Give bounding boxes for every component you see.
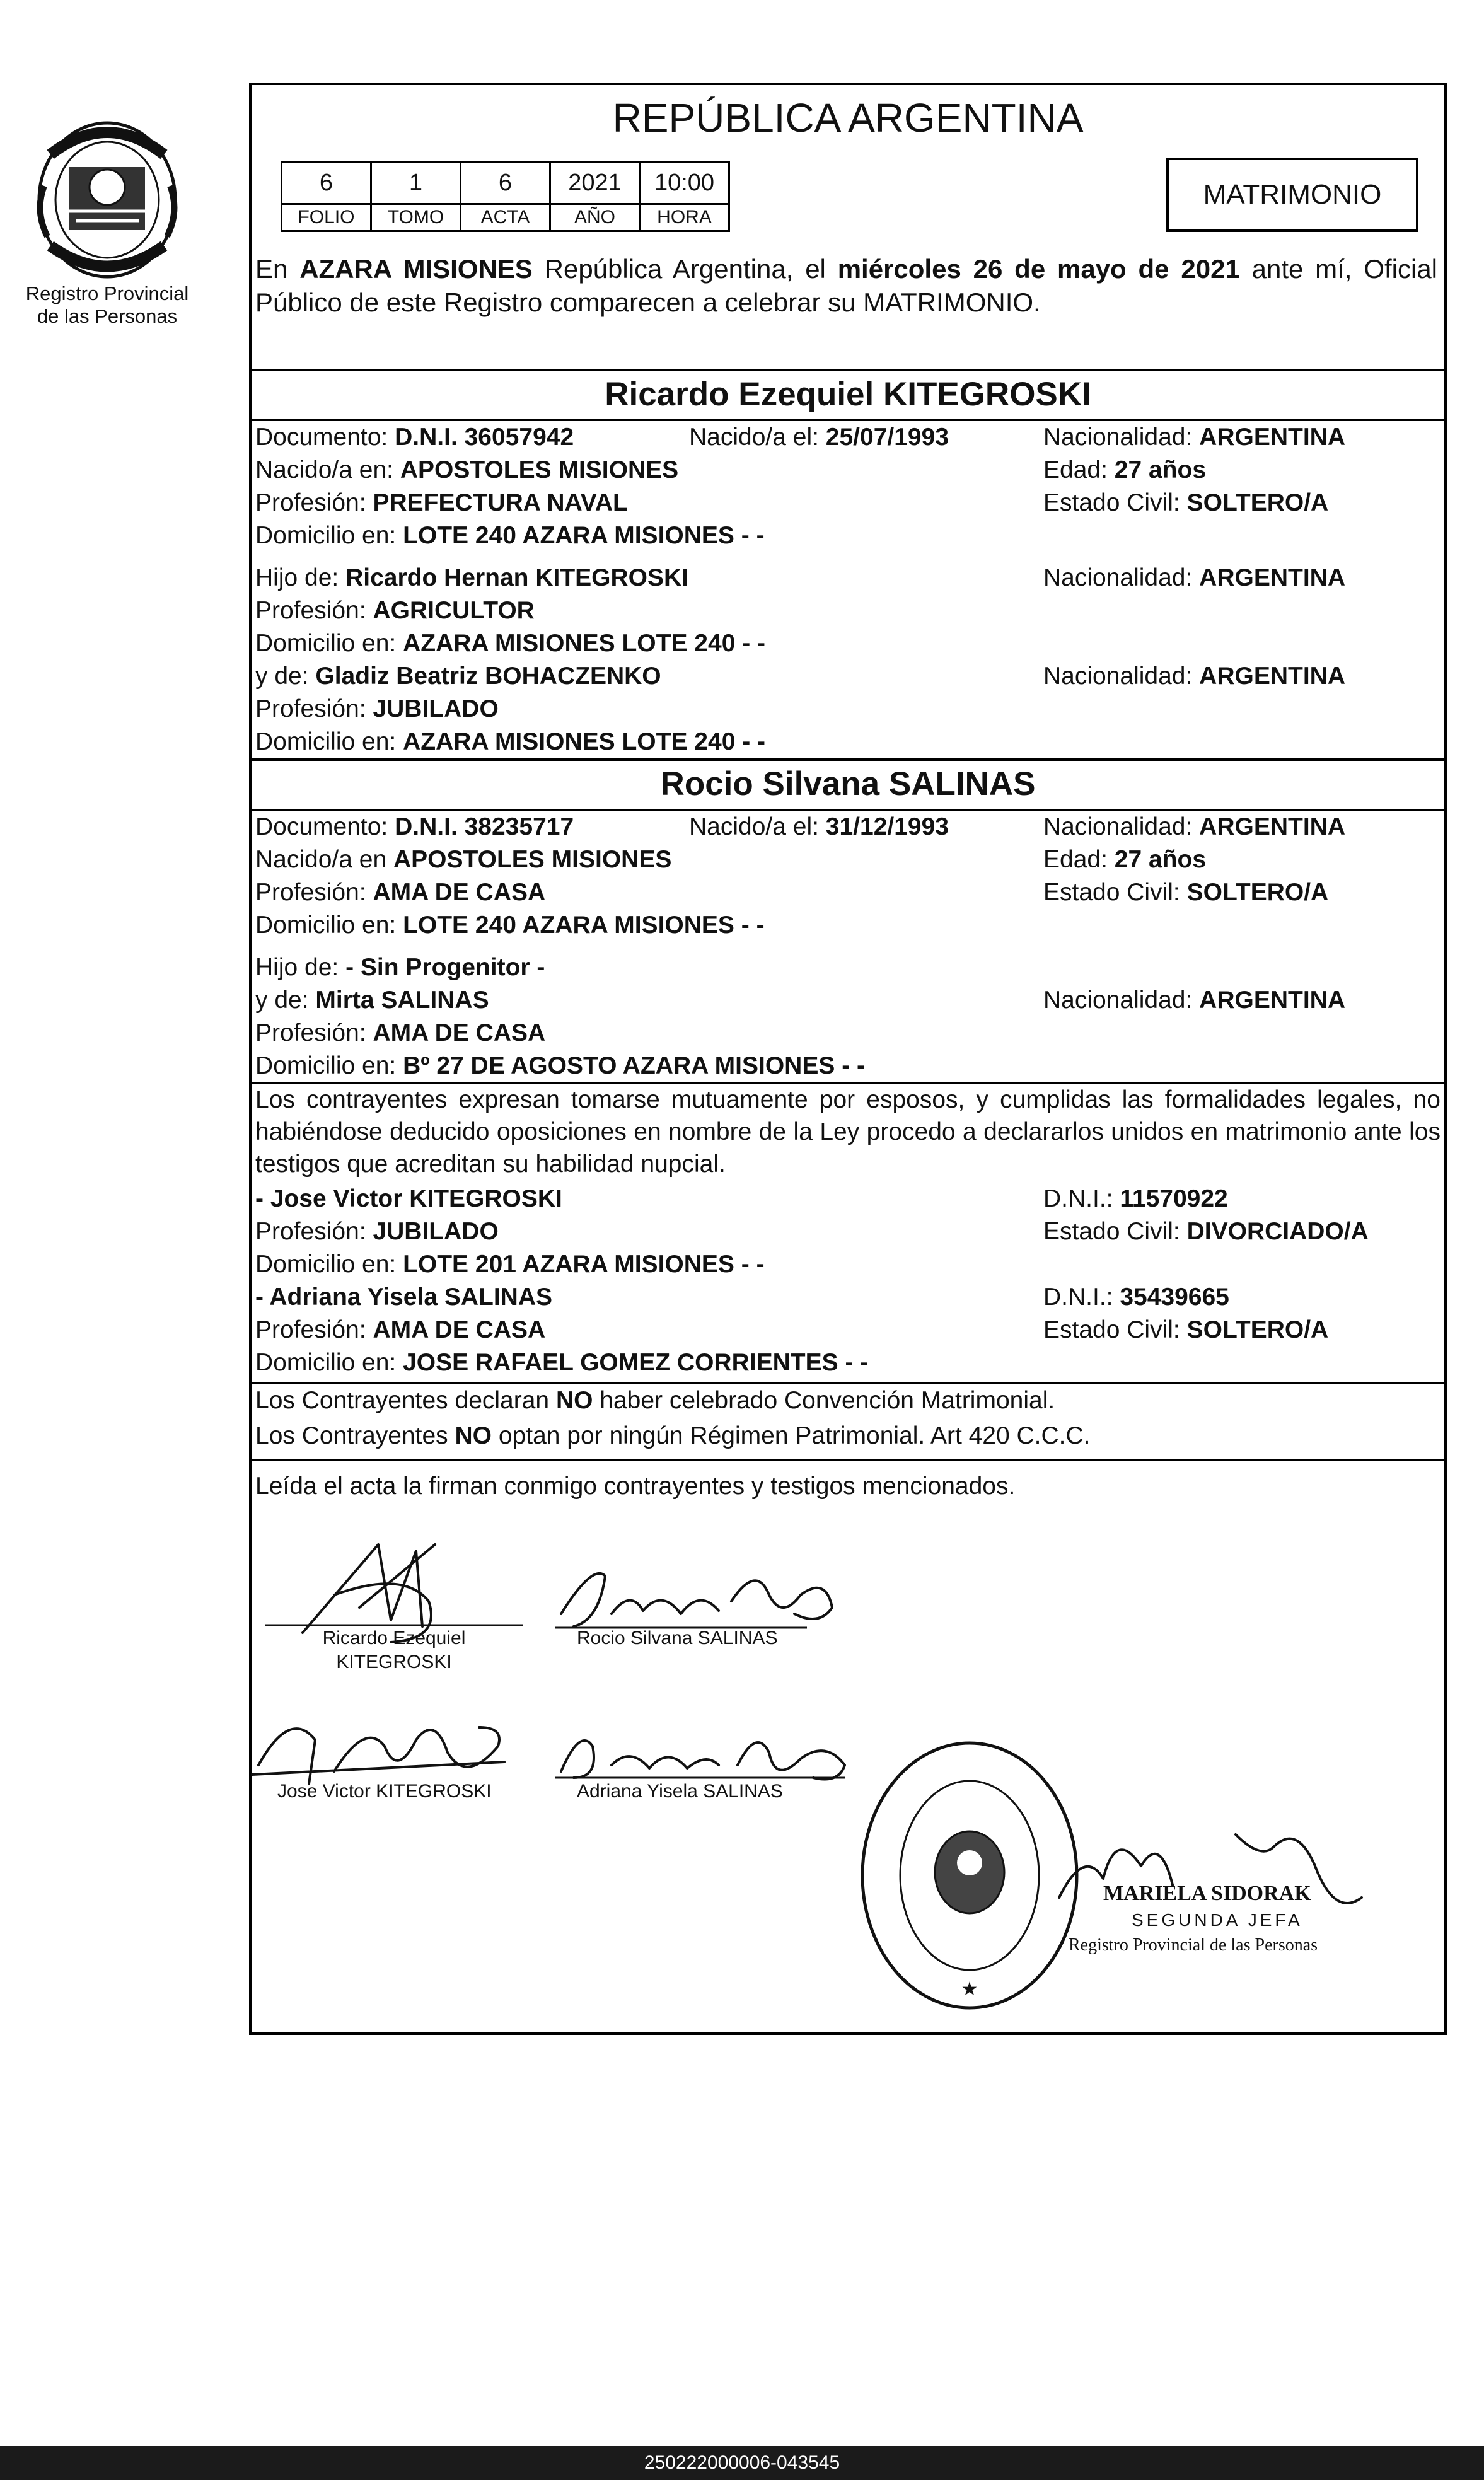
intro-text: República Argentina, el — [532, 254, 838, 284]
bride-age-value: 27 años — [1114, 846, 1207, 873]
groom-father-address — [255, 630, 765, 658]
bride-mother — [255, 987, 489, 1014]
value: LOTE 201 AZARA MISIONES - - — [403, 1251, 765, 1278]
label: Domicilio en: — [255, 630, 403, 657]
label: Profesión: — [255, 695, 373, 722]
witness2-name-value: - Adriana Yisela SALINAS — [255, 1283, 553, 1311]
label: Nacido/a en — [255, 846, 393, 873]
value: ARGENTINA — [1199, 663, 1346, 690]
label: Profesión: — [255, 1019, 373, 1046]
groom-age-value: 27 años — [1114, 456, 1207, 484]
closing-statement: Leída el acta la firman conmigo contrayentes y testigos mencionados. — [255, 1473, 1016, 1500]
document-barcode-footer: 250222000006-043545 — [0, 2446, 1484, 2480]
bride-profession-value: AMA DE CASA — [373, 879, 546, 906]
groom-signature-name: Ricardo Ezequiel — [322, 1628, 466, 1649]
text: Los Contrayentes declaran — [255, 1387, 556, 1414]
bride-mother-value: Mirta SALINAS — [315, 987, 489, 1014]
groom-nationality-value: ARGENTINA — [1199, 424, 1346, 451]
label: Profesión: — [255, 489, 373, 516]
label: Nacido/a el: — [689, 424, 826, 451]
witness1-address — [255, 1251, 765, 1278]
groom-address-value: LOTE 240 AZARA MISIONES - - — [403, 522, 765, 549]
witness2-civil-status — [1043, 1316, 1328, 1344]
marriage-declaration: Los contrayentes expresan tomarse mutuamente por esposos, y cumplidas las formalidades legales, no habiéndose deducido oposiciones en nombre de la Ley procedo a declararlos unidos en matrimonio ante los testigos que acreditan su habilidad nupcial. — [255, 1086, 1441, 1178]
witness1-civil-status — [1043, 1218, 1369, 1246]
bride-profession — [255, 879, 545, 907]
groom-address — [255, 522, 765, 550]
label: Nacido/a en: — [255, 456, 400, 484]
groom-name-heading: Ricardo Ezequiel KITEGROSKI — [605, 376, 1091, 413]
value: ARGENTINA — [1199, 987, 1346, 1014]
groom-nationality — [1043, 424, 1345, 451]
label: Hijo de: — [255, 564, 346, 591]
label: Domicilio en: — [255, 1349, 403, 1376]
hour-label: HORA — [640, 204, 729, 231]
label: Nacionalidad: — [1043, 424, 1200, 451]
acta-label: ACTA — [461, 204, 550, 231]
label: Profesión: — [255, 597, 373, 624]
groom-profession-value: PREFECTURA NAVAL — [373, 489, 628, 516]
label: Nacionalidad: — [1043, 663, 1200, 690]
intro-text: ante mí, Oficial Público de este Registro comparecen a celebrar su MATRIMONIO. — [255, 254, 1438, 317]
bride-birthdate-value: 31/12/1993 — [825, 813, 949, 840]
acta-value: 6 — [461, 162, 550, 204]
value: AMA DE CASA — [373, 1316, 546, 1343]
tomo-label: TOMO — [371, 204, 461, 231]
groom-birthplace-value: APOSTOLES MISIONES — [400, 456, 679, 484]
label: Estado Civil: — [1043, 489, 1187, 516]
bride-birthplace-value: APOSTOLES MISIONES — [393, 846, 672, 873]
folio-label: FOLIO — [282, 204, 371, 231]
value: AZARA MISIONES LOTE 240 - - — [403, 728, 766, 755]
groom-profession — [255, 489, 628, 517]
label: Estado Civil: — [1043, 1316, 1187, 1343]
registry-caption — [13, 282, 202, 328]
official-organization: Registro Provincial de las Personas — [1069, 1935, 1318, 1955]
groom-mother-nationality — [1043, 663, 1345, 690]
groom-age — [1043, 456, 1206, 484]
bride-address-value: LOTE 240 AZARA MISIONES - - — [403, 912, 765, 939]
label: Estado Civil: — [1043, 879, 1187, 906]
intro-paragraph — [255, 252, 1437, 319]
label: D.N.I.: — [1043, 1283, 1120, 1311]
value: AZARA MISIONES LOTE 240 - - — [403, 630, 766, 657]
label: Domicilio en: — [255, 728, 403, 755]
bride-mother-profession — [255, 1019, 545, 1047]
label: Hijo de: — [255, 954, 346, 981]
label: Nacionalidad: — [1043, 813, 1200, 840]
bride-address — [255, 912, 765, 939]
label: Nacionalidad: — [1043, 564, 1200, 591]
bride-birthdate — [689, 813, 949, 841]
divider — [249, 419, 1447, 421]
divider — [249, 758, 1447, 761]
label: Domicilio en: — [255, 522, 403, 549]
label: Estado Civil: — [1043, 1218, 1187, 1245]
bride-father-value: - Sin Progenitor - — [345, 954, 545, 981]
bride-mother-address — [255, 1052, 865, 1080]
bride-birthplace — [255, 846, 671, 874]
value: JUBILADO — [373, 1218, 499, 1245]
value: JOSE RAFAEL GOMEZ CORRIENTES - - — [403, 1349, 869, 1376]
label: Nacionalidad: — [1043, 987, 1200, 1014]
groom-signature-label — [265, 1626, 523, 1674]
groom-civil-status — [1043, 489, 1328, 517]
value: Bº 27 DE AGOSTO AZARA MISIONES - - — [403, 1052, 866, 1079]
folio-value: 6 — [282, 162, 371, 204]
witness1-dni — [1043, 1185, 1228, 1213]
registry-caption-line2: de las Personas — [37, 305, 178, 327]
witness2-address — [255, 1349, 868, 1377]
text: Los Contrayentes — [255, 1422, 455, 1449]
value: ARGENTINA — [1199, 564, 1346, 591]
bride-name-heading: Rocio Silvana SALINAS — [660, 765, 1036, 803]
intro-text: En — [255, 254, 300, 284]
provincial-coat-of-arms-logo — [32, 117, 183, 284]
groom-birthdate-value: 25/07/1993 — [825, 424, 949, 451]
label: Edad: — [1043, 846, 1115, 873]
groom-mother-profession — [255, 695, 499, 723]
label: Nacido/a el: — [689, 813, 826, 840]
divider — [249, 1459, 1447, 1461]
divider — [249, 809, 1447, 811]
label: Documento: — [255, 813, 395, 840]
official-title: SEGUNDA JEFA — [1132, 1910, 1303, 1930]
value: SOLTERO/A — [1186, 1316, 1329, 1343]
divider — [249, 1382, 1447, 1384]
groom-father-profession — [255, 597, 535, 625]
year-value: 2021 — [550, 162, 640, 204]
groom-father — [255, 564, 688, 592]
svg-text:★: ★ — [961, 1979, 978, 2000]
groom-mother — [255, 663, 661, 690]
label: Profesión: — [255, 879, 373, 906]
label: D.N.I.: — [1043, 1185, 1120, 1212]
groom-document — [255, 424, 574, 451]
country-title: REPÚBLICA ARGENTINA — [612, 95, 1084, 141]
registry-caption-line1: Registro Provincial — [25, 282, 189, 304]
groom-birthdate — [689, 424, 949, 451]
tomo-value: 1 — [371, 162, 461, 204]
witness2-signature — [548, 1715, 876, 1790]
witness1-name-value: - Jose Victor KITEGROSKI — [255, 1185, 562, 1212]
bride-dni: D.N.I. 38235717 — [395, 813, 574, 840]
groom-father-value: Ricardo Hernan KITEGROSKI — [345, 564, 689, 591]
label: y de: — [255, 987, 316, 1014]
groom-civil-status-value: SOLTERO/A — [1186, 489, 1329, 516]
official-name: MARIELA SIDORAK — [1103, 1882, 1311, 1905]
bride-signature-label: Rocio Silvana SALINAS — [577, 1628, 778, 1649]
bride-age — [1043, 846, 1206, 874]
groom-dni: D.N.I. 36057942 — [395, 424, 574, 451]
intro-date: miércoles 26 de mayo de 2021 — [837, 254, 1240, 284]
text: optan por ningún Régimen Patrimonial. Art 420 C.C.C. — [492, 1422, 1091, 1449]
label: Domicilio en: — [255, 1251, 403, 1278]
emphasis: NO — [555, 1387, 593, 1414]
divider — [249, 369, 1447, 371]
value: DIVORCIADO/A — [1186, 1218, 1369, 1245]
bride-nationality — [1043, 813, 1345, 841]
bride-civil-status-value: SOLTERO/A — [1186, 879, 1329, 906]
groom-signature-surname: KITEGROSKI — [336, 1652, 452, 1672]
groom-mother-address — [255, 728, 765, 756]
groom-mother-value: Gladiz Beatriz BOHACZENKO — [315, 663, 661, 690]
value: 11570922 — [1120, 1185, 1228, 1212]
convention-statement — [255, 1387, 1055, 1415]
year-label: AÑO — [550, 204, 640, 231]
bride-document — [255, 813, 574, 841]
witness1-profession — [255, 1218, 499, 1246]
label: Edad: — [1043, 456, 1115, 484]
witness2-name — [255, 1283, 552, 1311]
witness1-signature-label: Jose Victor KITEGROSKI — [277, 1781, 492, 1802]
bride-mother-nationality — [1043, 987, 1345, 1014]
text: haber celebrado Convención Matrimonial. — [593, 1387, 1055, 1414]
label: Profesión: — [255, 1316, 373, 1343]
witness1-name — [255, 1185, 562, 1213]
label: Profesión: — [255, 1218, 373, 1245]
value: AMA DE CASA — [373, 1019, 546, 1046]
value: AGRICULTOR — [373, 597, 535, 624]
groom-father-nationality — [1043, 564, 1345, 592]
hour-value: 10:00 — [640, 162, 729, 204]
groom-birthplace — [255, 456, 678, 484]
witness2-dni — [1043, 1283, 1229, 1311]
label: Domicilio en: — [255, 912, 403, 939]
emphasis: NO — [455, 1422, 492, 1449]
bride-nationality-value: ARGENTINA — [1199, 813, 1346, 840]
witness2-signature-label: Adriana Yisela SALINAS — [577, 1781, 783, 1802]
value: 35439665 — [1120, 1283, 1229, 1311]
patrimonial-regime-statement — [255, 1422, 1091, 1450]
bride-father — [255, 954, 545, 982]
value: JUBILADO — [373, 695, 499, 722]
label: Documento: — [255, 424, 395, 451]
witness2-profession — [255, 1316, 545, 1344]
act-type-box: MATRIMONIO — [1166, 158, 1418, 232]
intro-place: AZARA MISIONES — [299, 254, 533, 284]
registration-numbers-grid — [281, 161, 730, 232]
label: y de: — [255, 663, 316, 690]
bride-civil-status — [1043, 879, 1328, 907]
label: Domicilio en: — [255, 1052, 403, 1079]
